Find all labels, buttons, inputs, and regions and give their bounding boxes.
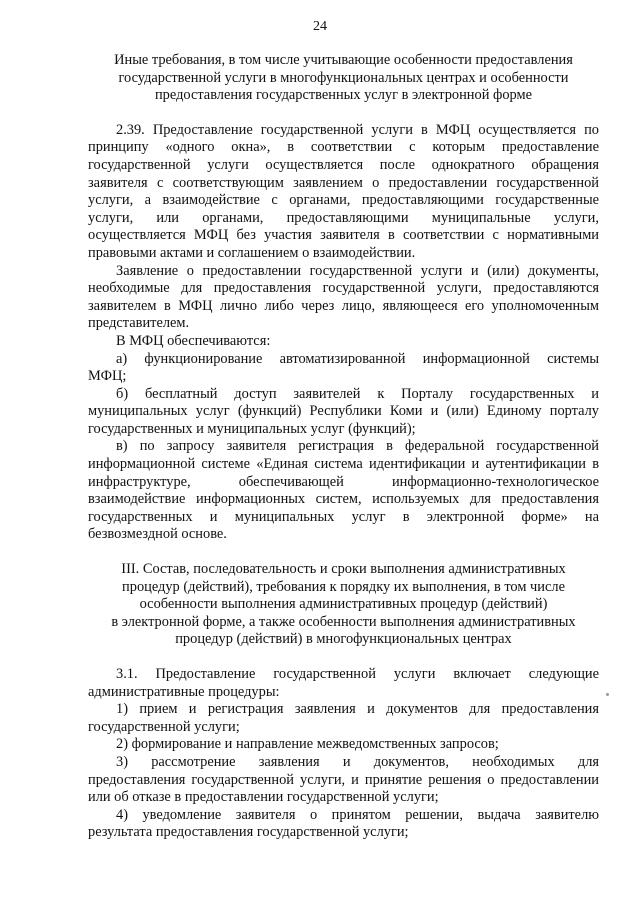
paragraph-line: В МФЦ обеспечиваются: [116,332,271,349]
paragraph-line: государственной услуги; [88,718,240,735]
paragraph-line: заявителем в МФЦ лично либо через лицо, являющееся его уполномоченным [88,297,599,314]
procedure-item-1 [88,701,599,736]
paragraph-line: Заявление о предоставлении государственной услуги и (или) документы, [116,262,599,279]
paragraph-line: а) функционирование автоматизированной информационной системы [116,350,599,367]
list-item-a [88,351,599,386]
heading-line: процедур (действий), требования к порядку их выполнения, в том числе [122,578,565,595]
paragraph-line: предоставления государственной услуги, и принятие решения о предоставлении [88,771,599,788]
heading-line: Иные требования, в том числе учитывающие особенности предоставления [114,52,573,68]
paragraph-line: инфраструктуре, обеспечивающей информационно-технологическое [88,473,599,490]
section-heading-other-requirements [88,52,599,105]
page-content [88,52,599,842]
paragraph-line: административные процедуры: [88,683,280,700]
paragraph-3-1 [88,666,599,701]
procedure-item-4 [88,807,599,842]
heading-line: государственной услуги в многофункциональных центрах и особенности [118,69,569,86]
paragraph-line: необходимые для предоставления государственной услуги, предоставляются [88,280,599,297]
paragraph-line: услуги, или органами, предоставляющими муниципальные услуги, [88,209,599,226]
paragraph-line: государственной услуги осуществляется после однократного обращения [88,156,599,173]
paragraph-line: 2) формирование и направление межведомственных запросов; [116,736,499,753]
paragraph-line: 3.1. Предоставление государственной услуги включает следующие [116,666,599,682]
heading-line: особенности выполнения административных процедур (действий) [139,596,548,613]
procedure-item-3 [88,754,599,807]
paragraph-line: муниципальных услуг (функций) Республики Коми и (или) Единому порталу [88,403,599,420]
paragraph-line: 1) прием и регистрация заявления и документов для предоставления [116,701,599,718]
scan-speck [606,693,609,696]
paragraph-line: результата предоставления государственной услуги; [88,824,409,841]
heading-line: III. Состав, последовательность и сроки выполнения административных [121,561,566,578]
paragraph-line: 2.39. Предоставление государственной услуги в МФЦ осуществляется по [116,121,599,138]
paragraph-line: государственных и муниципальных услуг в электронной форме» на [88,508,599,525]
list-item-v [88,438,599,544]
heading-line: в электронной форме, а также особенности выполнения административных [111,613,576,630]
paragraph-line: заявителя с соответствующим заявлением о предоставлении государственной [88,174,599,191]
procedure-item-2 [88,736,599,754]
list-item-b [88,386,599,439]
paragraph-line: безвозмездной основе. [88,526,227,543]
paragraph-line: или об отказе в предоставлении государственной услуги; [88,789,439,806]
paragraph-line: информационной системе «Единая система идентификации и аутентификации в [88,456,599,473]
paragraph-line: государственных и муниципальных услуг (функций); [88,420,416,437]
paragraph-line: в) по запросу заявителя регистрация в федеральной государственной [116,438,599,455]
paragraph-line: услуги, а взаимодействие с органами, предоставляющими государственные [88,192,599,209]
paragraph-line: б) бесплатный доступ заявителей к Порталу государственных и [116,385,599,402]
page-number: 24 [313,19,327,34]
paragraph-line: принципу «одного окна», в соответствии с которым предоставление [88,139,599,156]
paragraph-application-submission [88,263,599,333]
heading-line: процедур (действий) в многофункциональных центрах [175,631,512,648]
paragraph-line: 3) рассмотрение заявления и документов, необходимых для [116,753,599,770]
paragraph-line: осуществляется МФЦ без участия заявителя в соответствии с нормативными [88,227,599,244]
paragraph-line: представителем. [88,315,190,332]
heading-line: предоставления государственных услуг в электронной форме [154,87,532,104]
paragraph-mfc-provides [88,333,599,351]
paragraph-line: МФЦ; [88,368,127,385]
paragraph-line: 4) уведомление заявителя о принятом решении, выдача заявителю [116,806,599,823]
paragraph-line: правовыми актами и соглашением о взаимодействии. [88,244,416,261]
paragraph-line: взаимодействие информационных систем, используемых для предоставления [88,491,599,508]
section-heading-iii [88,561,599,649]
paragraph-2-39 [88,122,599,263]
